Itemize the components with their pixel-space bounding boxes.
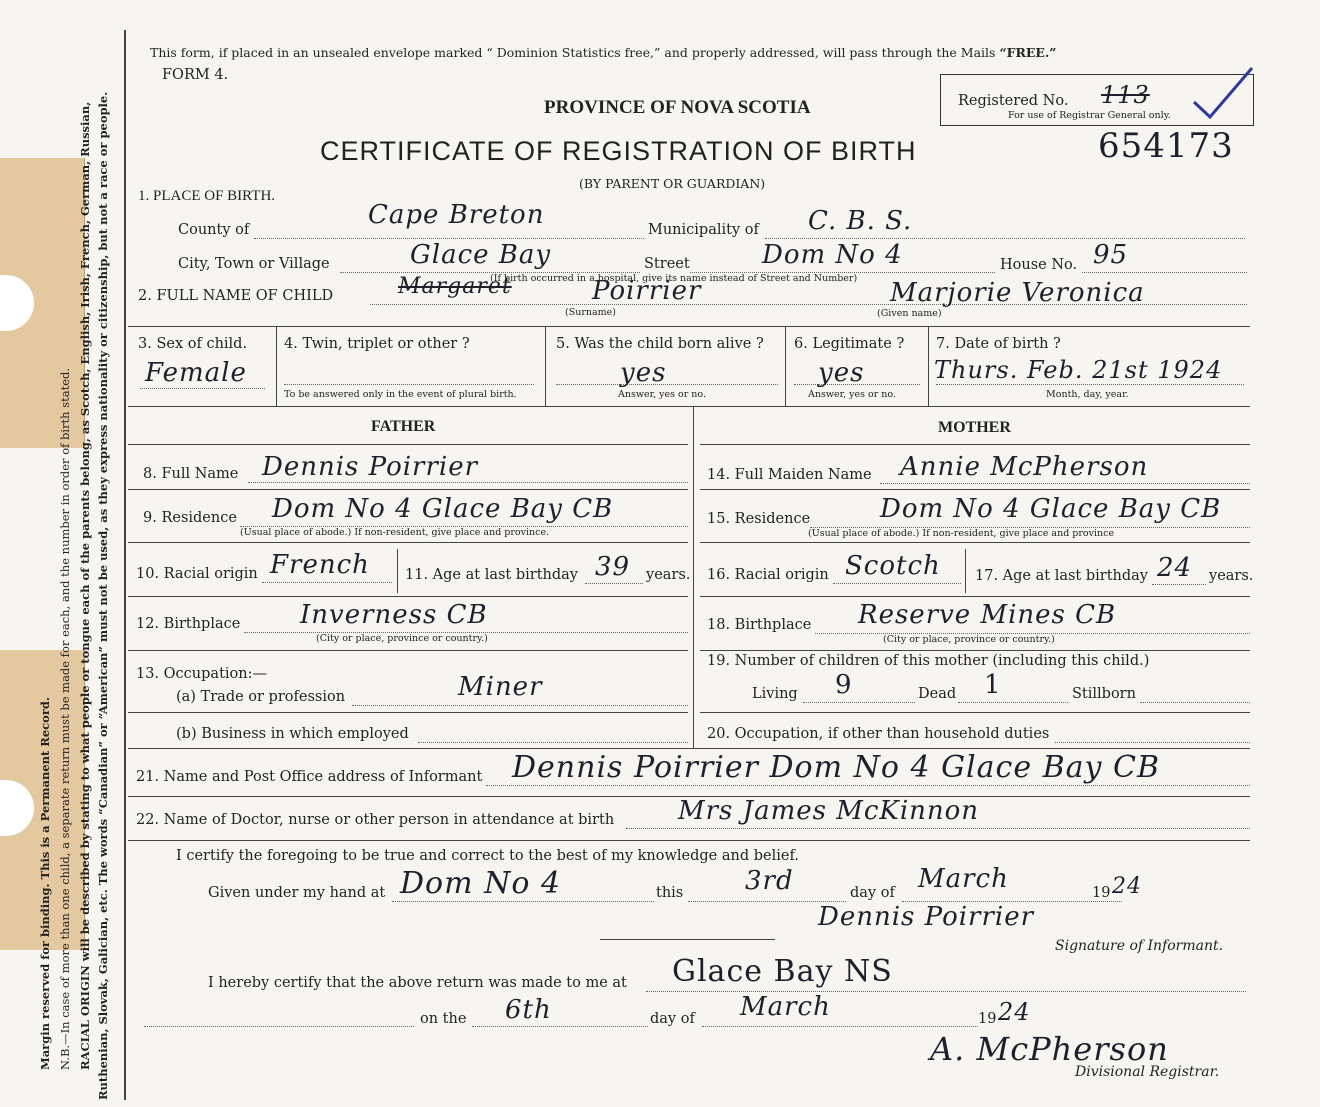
house-value: 95	[1093, 240, 1129, 270]
day-of-label: day of	[850, 885, 895, 901]
living-value: 9	[835, 670, 853, 700]
mother-residence-note: (Usual place of abode.) If non-resident, give place and province	[808, 528, 1115, 539]
registrar-signature: A. McPherson	[930, 1030, 1169, 1068]
father-name: Dennis Poirrier	[262, 452, 479, 482]
father-heading: FATHER	[371, 418, 436, 435]
mother-heading: MOTHER	[938, 419, 1011, 436]
mother-birthplace: Reserve Mines CB	[858, 600, 1117, 630]
registrar-certify-text: I hereby certify that the above return was made to me at	[208, 975, 627, 991]
city-value: Glace Bay	[410, 240, 552, 270]
form-number: FORM 4.	[162, 67, 229, 83]
checkmark-icon	[1190, 62, 1255, 122]
place-of-birth-heading: 1. PLACE OF BIRTH.	[138, 188, 276, 204]
margin-racial-note-2: Ruthenian, Slovak, Galician, etc. The words “Canadian” or “American” must not be used, as they express nationality or citizenship, but not a race or people.	[96, 91, 110, 1100]
registered-number: 113	[1101, 81, 1150, 109]
father-age-label: 11. Age at last birthday	[405, 567, 578, 583]
registrar-signature-label: Divisional Registrar.	[1075, 1064, 1220, 1080]
registered-label: Registered No.	[958, 93, 1069, 109]
street-value: Dom No 4	[762, 240, 903, 270]
dob-note: Month, day, year.	[1046, 389, 1129, 400]
informant-label: 21. Name and Post Office address of Informant	[136, 769, 483, 785]
certify-month: March	[918, 864, 1009, 894]
informant-signature: Dennis Poirrier	[818, 902, 1035, 932]
informant-value: Dennis Poirrier Dom No 4 Glace Bay CB	[512, 750, 1161, 785]
trade-label: (a) Trade or profession	[176, 689, 346, 705]
doctor-label: 22. Name of Doctor, nurse or other person in attendance at birth	[136, 812, 615, 828]
sex-value: Female	[145, 358, 247, 388]
business-label: (b) Business in which employed	[176, 726, 409, 742]
father-name-label: 8. Full Name	[143, 466, 239, 482]
mother-birthplace-note: (City or place, province or country.)	[883, 634, 1055, 645]
legitimate-label: 6. Legitimate ?	[794, 336, 905, 352]
given-place: Dom No 4	[400, 866, 562, 901]
city-label: City, Town or Village	[178, 256, 330, 272]
registrar-use-note: For use of Registrar General only.	[1008, 110, 1171, 121]
margin-racial-note: RACIAL ORIGIN will be described by stating to what people or tongue each of the parents belong, as Scotch, English, Irish, French, German, Russian,	[78, 101, 92, 1070]
registrar-year: 24	[998, 998, 1031, 1026]
mother-race: Scotch	[845, 551, 941, 581]
twin-label: 4. Twin, triplet or other ?	[284, 336, 470, 352]
mother-name: Annie McPherson	[900, 452, 1149, 482]
legitimate-note: Answer, yes or no.	[808, 389, 897, 400]
registration-number-handwritten: 654173	[1098, 126, 1234, 166]
mother-occupation-label: 20. Occupation, if other than household duties	[707, 726, 1050, 742]
certify-text: I certify the foregoing to be true and correct to the best of my knowledge and belief.	[176, 848, 799, 864]
certify-year: 24	[1112, 874, 1142, 899]
county-label: County of	[178, 222, 250, 238]
mother-age-label: 17. Age at last birthday	[975, 568, 1148, 584]
stillborn-label: Stillborn	[1072, 686, 1136, 702]
surname-note: (Surname)	[565, 307, 616, 318]
informant-signature-label: Signature of Informant.	[1055, 938, 1224, 954]
mail-notice: This form, if placed in an unsealed envelope marked “ Dominion Statistics free,” and properly addressed, will pass through the Mails “FREE.”	[150, 45, 1057, 60]
father-birthplace-label: 12. Birthplace	[136, 616, 241, 632]
trade-value: Miner	[458, 672, 543, 702]
registrar-day: 6th	[505, 995, 552, 1025]
street-label: Street	[644, 256, 690, 272]
certificate-subtitle: (BY PARENT OR GUARDIAN)	[579, 176, 766, 191]
dead-label: Dead	[918, 686, 957, 702]
doctor-value: Mrs James McKinnon	[678, 796, 980, 826]
dob-value: Thurs. Feb. 21st 1924	[934, 356, 1223, 384]
certificate-title: CERTIFICATE OF REGISTRATION OF BIRTH	[320, 136, 917, 166]
mother-years: years.	[1209, 568, 1254, 584]
alive-label: 5. Was the child born alive ?	[556, 336, 764, 352]
father-residence-note: (Usual place of abode.) If non-resident, give place and province.	[240, 527, 550, 538]
given-name-note: (Given name)	[877, 308, 942, 319]
given-under-label: Given under my hand at	[208, 885, 386, 901]
father-birthplace-note: (City or place, province or country.)	[316, 633, 488, 644]
dead-value: 1	[984, 670, 1002, 700]
mother-residence: Dom No 4 Glace Bay CB	[880, 494, 1222, 524]
this-label: this	[656, 885, 684, 901]
child-struck-name: Margaret	[398, 274, 512, 299]
dob-label: 7. Date of birth ?	[936, 336, 1061, 352]
mother-name-label: 14. Full Maiden Name	[707, 467, 872, 483]
child-given-name: Marjorie Veronica	[890, 278, 1145, 308]
municipality-value: C. B. S.	[808, 206, 913, 236]
child-name-label: 2. FULL NAME OF CHILD	[138, 288, 334, 304]
father-residence: Dom No 4 Glace Bay CB	[272, 494, 614, 524]
children-count-label: 19. Number of children of this mother (including this child.)	[707, 653, 1150, 669]
mother-age: 24	[1157, 553, 1193, 583]
on-the-label: on the	[420, 1011, 467, 1027]
margin-permanent-note: Margin reserved for binding. This is a Permanent Record.	[38, 697, 52, 1070]
certify-year-prefix: 19	[1092, 885, 1111, 901]
mother-residence-label: 15. Residence	[707, 511, 811, 527]
father-birthplace: Inverness CB	[300, 600, 488, 630]
father-race-label: 10. Racial origin	[136, 566, 258, 582]
child-surname: Poirrier	[592, 276, 702, 306]
occupation-label: 13. Occupation:—	[136, 666, 267, 682]
margin-nb-note: N.B.—In case of more than one child, a separate return must be made for each, and the number in order of birth stated.	[58, 367, 72, 1070]
alive-note: Answer, yes or no.	[618, 389, 707, 400]
margin-rule	[124, 30, 126, 1100]
father-age: 39	[595, 552, 631, 582]
mother-birthplace-label: 18. Birthplace	[707, 617, 812, 633]
alive-value: yes	[620, 358, 667, 388]
legitimate-value: yes	[818, 358, 865, 388]
municipality-label: Municipality of	[648, 222, 759, 238]
sex-label: 3. Sex of child.	[138, 336, 248, 352]
county-value: Cape Breton	[368, 200, 545, 230]
father-race: French	[270, 550, 370, 580]
hospital-note: (If birth occurred in a hospital, give its name instead of Street and Number)	[490, 273, 858, 284]
twin-note: To be answered only in the event of plural birth.	[284, 389, 517, 400]
mother-race-label: 16. Racial origin	[707, 567, 829, 583]
father-residence-label: 9. Residence	[143, 510, 237, 526]
father-years: years.	[646, 567, 691, 583]
living-label: Living	[752, 686, 798, 702]
house-label: House No.	[1000, 257, 1078, 273]
registrar-year-prefix: 19	[978, 1011, 997, 1027]
registrar-month: March	[740, 992, 831, 1022]
province-heading: PROVINCE OF NOVA SCOTIA	[544, 97, 811, 118]
registrar-day-of: day of	[650, 1011, 695, 1027]
registrar-place: Glace Bay NS	[672, 954, 893, 989]
certify-day: 3rd	[745, 866, 794, 896]
